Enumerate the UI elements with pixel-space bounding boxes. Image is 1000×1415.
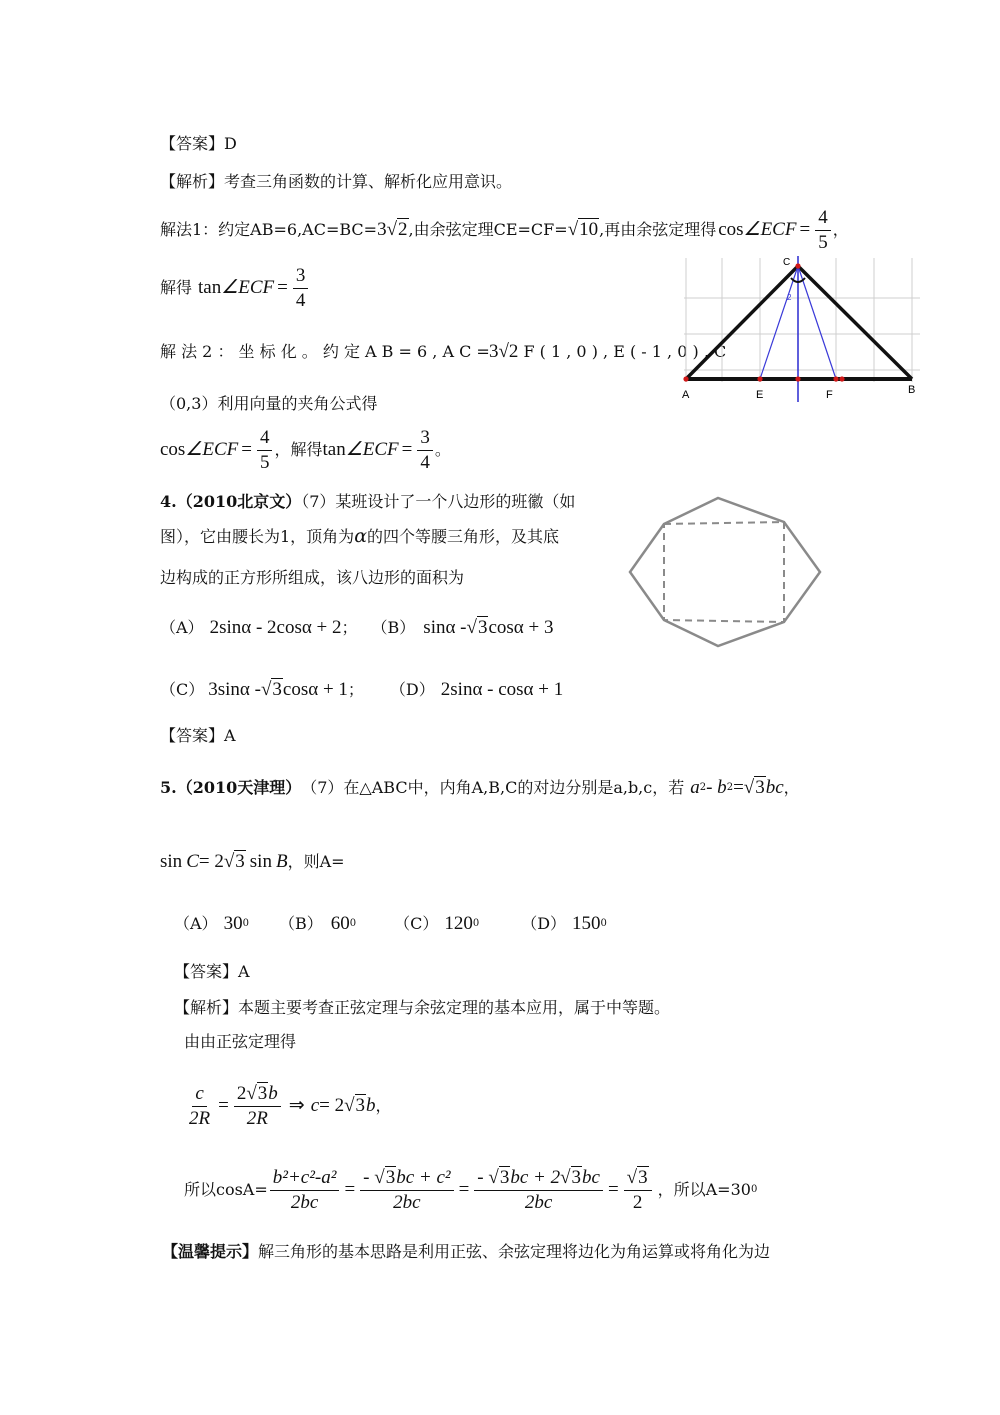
radicand: 3 <box>638 1166 648 1188</box>
analysis-tag: 【解析】 <box>160 172 225 191</box>
fraction-3-4 <box>417 427 433 474</box>
expr-3sqrt2: 3√2 <box>377 219 408 240</box>
option-c-end: ； <box>347 680 364 699</box>
fraction-2sqrt3b-2r: $\frac{2√3b}{2R}$ <box>234 1083 281 1130</box>
angle-ecf: ∠ECF <box>345 439 399 460</box>
method-1-prefix: 解法1：约定AB=6,AC=BC= <box>160 220 378 239</box>
fraction-4-5 <box>815 207 831 254</box>
radicand: 3 <box>571 1166 582 1188</box>
denominator: 5 <box>818 231 828 253</box>
var-bc: bc <box>765 777 784 798</box>
q5-line-1 <box>160 776 800 800</box>
radicand: 10 <box>579 219 599 240</box>
point-a <box>683 376 688 381</box>
method-2-line <box>160 342 726 362</box>
sqrt-3: √3 <box>743 777 765 798</box>
method-1-tail: ,再由余弦定理得 <box>599 220 717 239</box>
var-b: b <box>268 1082 278 1104</box>
option-a-value: 30 <box>223 913 243 934</box>
var-b: b <box>366 1095 376 1116</box>
denominator: 4 <box>420 451 430 473</box>
equals: = <box>733 777 744 798</box>
sine-rule-intro <box>184 1032 296 1052</box>
coef: 3 <box>377 219 387 240</box>
degree: 0 <box>242 918 249 929</box>
radicand: 3 <box>272 679 282 700</box>
result-mid: ，解得 <box>274 440 323 459</box>
numerator: b²+c²-a² <box>270 1167 340 1191</box>
point-mark <box>839 376 844 381</box>
radicand: 3 <box>257 1082 268 1104</box>
tip-line <box>162 1242 770 1262</box>
answer-5 <box>174 962 250 982</box>
method-2-line-2 <box>160 394 377 414</box>
q5-then-a: ，则A= <box>287 852 345 871</box>
option-a-label: （A） <box>160 618 204 637</box>
cos-fn: cos <box>160 439 186 460</box>
method-2-tail: F ( 1 , 0 ) , E ( - 1 , 0 ) , C <box>523 342 727 361</box>
comma: ， <box>375 1096 392 1115</box>
var-a: a <box>690 777 700 798</box>
answer-tag: 【答案】 <box>160 726 225 745</box>
method-1-result <box>160 264 310 312</box>
answer-4 <box>160 726 236 746</box>
cos-a-tail: ，所以A=30 <box>657 1180 751 1199</box>
numerator: 4 <box>815 207 831 231</box>
q5-line-2 <box>160 850 345 874</box>
fraction-3-4 <box>293 265 309 312</box>
option-d-label: （D） <box>389 680 435 699</box>
octagon-outline <box>630 498 820 646</box>
sine-rule-equation <box>184 1078 392 1134</box>
q4-text-1: （7）某班设计了一个八边形的班徽（如 <box>301 492 576 511</box>
answer-3 <box>160 134 237 154</box>
fraction-sqrt3-2: $\frac{√3}{2}$ <box>624 1167 652 1214</box>
radicand: 3 <box>385 1166 396 1188</box>
sqrt-3: √3 <box>344 1095 366 1116</box>
tip-text: 解三角形的基本思路是利用正弦、余弦定理将边化为角运算或将角化为边 <box>258 1242 771 1261</box>
radicand: 3 <box>477 617 488 638</box>
label-c: C <box>783 257 791 268</box>
cos-fn: cos <box>718 219 744 240</box>
implies-arrow: ⇒ <box>288 1095 305 1116</box>
superscript: 2 <box>726 782 734 793</box>
triangle-figure <box>672 252 922 402</box>
denominator: 2bc <box>290 1191 319 1213</box>
radicand: 3 <box>235 851 245 872</box>
q4-text-2b: 的四个等腰三角形，及其底 <box>367 527 560 546</box>
denominator: 5 <box>259 451 270 473</box>
equals: = <box>799 219 811 240</box>
expr-sqrt10: √10 <box>567 219 599 240</box>
answer-value: A <box>238 962 250 981</box>
sine-rule-text: 由由正弦定理得 <box>184 1032 297 1051</box>
equals-2: = 2 <box>198 851 224 872</box>
fraction-cosine-rule <box>270 1167 340 1214</box>
q4-text-2a: 图），它由腰长为1，顶角为 <box>160 527 355 546</box>
option-a-label: （A） <box>174 914 218 933</box>
option-a-end: ； <box>341 618 358 637</box>
angle-ecf: ∠ECF <box>221 277 275 298</box>
option-b-value: 60 <box>330 913 350 934</box>
overlap-3sqrt2: 3√2 <box>488 341 519 362</box>
q5-number: 5.（2010天津理） <box>160 778 302 797</box>
angle-ecf: ∠ECF <box>743 219 797 240</box>
sqrt-3: √3 <box>223 851 245 872</box>
method-2-result <box>160 426 451 474</box>
fraction-c-2r <box>186 1083 213 1130</box>
degree: 0 <box>750 1184 758 1195</box>
point-e <box>757 376 762 381</box>
analysis-5 <box>174 998 670 1018</box>
q5-text-1: （7）在△ABC中，内角A,B,C的对边分别是a,b,c，若 <box>301 778 685 797</box>
analysis-3 <box>160 172 512 192</box>
equals: = <box>241 439 252 460</box>
tan-fn: tan <box>322 439 346 460</box>
equals: = <box>458 1179 470 1200</box>
comma: ， <box>832 220 849 239</box>
equals: = <box>401 439 413 460</box>
q4-options-cd <box>160 678 563 702</box>
option-d-expr: 2sinα - cosα + 1 <box>440 679 564 700</box>
q4-line-3 <box>160 568 464 588</box>
q4-line-2 <box>160 526 559 547</box>
denominator: 2R <box>189 1107 211 1129</box>
var-c: c <box>310 1095 320 1116</box>
inner-square <box>664 522 784 622</box>
point-c <box>795 263 800 268</box>
numerator: 3 <box>417 427 433 451</box>
option-c-label: （C） <box>160 680 205 699</box>
denominator: 2bc <box>524 1191 553 1213</box>
points <box>683 263 844 381</box>
option-b-expr-b: cosα + 3 <box>488 617 554 638</box>
sin-fn: sin <box>249 851 272 872</box>
minus: - <box>363 1166 370 1188</box>
denominator: 2bc <box>393 1191 421 1213</box>
result-prefix: 解得 <box>160 278 193 297</box>
minus: - <box>477 1166 484 1188</box>
option-b-sqrt: √3 <box>466 617 488 638</box>
option-b-label: （B） <box>278 914 323 933</box>
q4-text-3: 边构成的正方形所组成，该八边形的面积为 <box>160 568 465 587</box>
fraction-4-5 <box>257 427 273 474</box>
option-c-sqrt: √3 <box>260 679 282 700</box>
numerator: 3 <box>293 265 309 289</box>
angle-ecf: ∠ECF <box>185 439 239 460</box>
coef: 2 <box>236 1082 247 1104</box>
option-b-label: （B） <box>371 618 416 637</box>
option-a-expr: 2sinα - 2cosα + 2 <box>209 617 342 638</box>
method-2-text: 解 法 2 ： 坐 标 化 。 约 定 A B = 6 , A C = <box>160 342 490 361</box>
label-e: E <box>756 389 764 401</box>
answer-value: D <box>224 134 237 153</box>
numerator: c <box>192 1083 206 1107</box>
tan-fn: tan <box>198 277 222 298</box>
option-d-value: 150 <box>572 913 601 934</box>
degree: 0 <box>472 918 480 929</box>
radicand: 3 <box>499 1166 510 1188</box>
analysis-text: 本题主要考查正弦定理与余弦定理的基本应用，属于中等题。 <box>238 998 671 1017</box>
denominator: 2 <box>632 1191 643 1213</box>
radicand: 3 <box>755 777 765 798</box>
side-ac <box>686 266 798 379</box>
tip-tag: 【温馨提示】 <box>162 1242 259 1261</box>
cos-a-equation <box>184 1160 757 1220</box>
octagon-figure <box>624 494 824 650</box>
option-c-value: 120 <box>444 913 473 934</box>
answer-value: A <box>224 726 236 745</box>
superscript: 2 <box>699 782 707 793</box>
answer-tag: 【答案】 <box>160 134 225 153</box>
method-1-line <box>160 206 849 254</box>
radicand: 2 <box>398 219 408 240</box>
label-a: A <box>682 389 690 401</box>
denominator: 2R <box>246 1107 268 1129</box>
q4-line-1 <box>160 492 575 512</box>
option-c-label: （C） <box>394 914 439 933</box>
numerator: 4 <box>257 427 273 451</box>
numerator-mid: bc + 2 <box>510 1166 561 1188</box>
period: 。 <box>434 440 451 459</box>
label-b: B <box>908 384 916 396</box>
option-c-expr-b: cosα + 1 <box>282 679 348 700</box>
cos-a-prefix: 所以cosA= <box>184 1180 268 1199</box>
q4-options-ab <box>160 616 553 640</box>
degree: 0 <box>600 918 607 929</box>
analysis-text: 考查三角函数的计算、解析化应用意识。 <box>224 172 513 191</box>
q4-number: 4.（2010北京文） <box>160 492 302 511</box>
label-f: F <box>826 389 833 401</box>
var-b: B <box>275 851 288 872</box>
method-2-text-2: （0,3）利用向量的夹角公式得 <box>160 394 378 413</box>
equals-2: = 2 <box>319 1095 345 1116</box>
degree: 0 <box>349 918 357 929</box>
fraction-step-2: $\frac{\text{- √3bc + c²}}{2bc}$ <box>360 1167 453 1214</box>
option-c-expr-a: 3sinα - <box>208 679 261 700</box>
sin-fn: sin <box>160 851 183 872</box>
var-c: C <box>186 851 199 872</box>
equals: = <box>277 277 288 298</box>
equals: = <box>218 1095 229 1116</box>
q5-options <box>174 912 607 936</box>
point-f <box>833 376 838 381</box>
denominator: 4 <box>295 289 306 311</box>
label-two: 2 <box>787 293 792 302</box>
answer-tag: 【答案】 <box>174 962 239 981</box>
alpha-symbol: α <box>354 525 368 547</box>
comma: ， <box>783 778 800 797</box>
radicand: 3 <box>355 1095 366 1116</box>
numerator-end: bc <box>582 1166 600 1188</box>
analysis-tag: 【解析】 <box>174 998 239 1017</box>
side-bc <box>798 266 912 379</box>
method-1-mid: ,由余弦定理CE=CF= <box>408 220 568 239</box>
var-b: - b <box>706 777 727 798</box>
equals: = <box>344 1179 356 1200</box>
point-o <box>795 376 800 381</box>
option-d-label: （D） <box>521 914 567 933</box>
fraction-step-3: $\frac{- √3bc + 2√3bc}{2bc}$ <box>474 1167 603 1214</box>
numerator-rest: bc + c² <box>396 1166 451 1188</box>
equals: = <box>607 1179 619 1200</box>
option-b-expr-a: sinα - <box>423 617 467 638</box>
